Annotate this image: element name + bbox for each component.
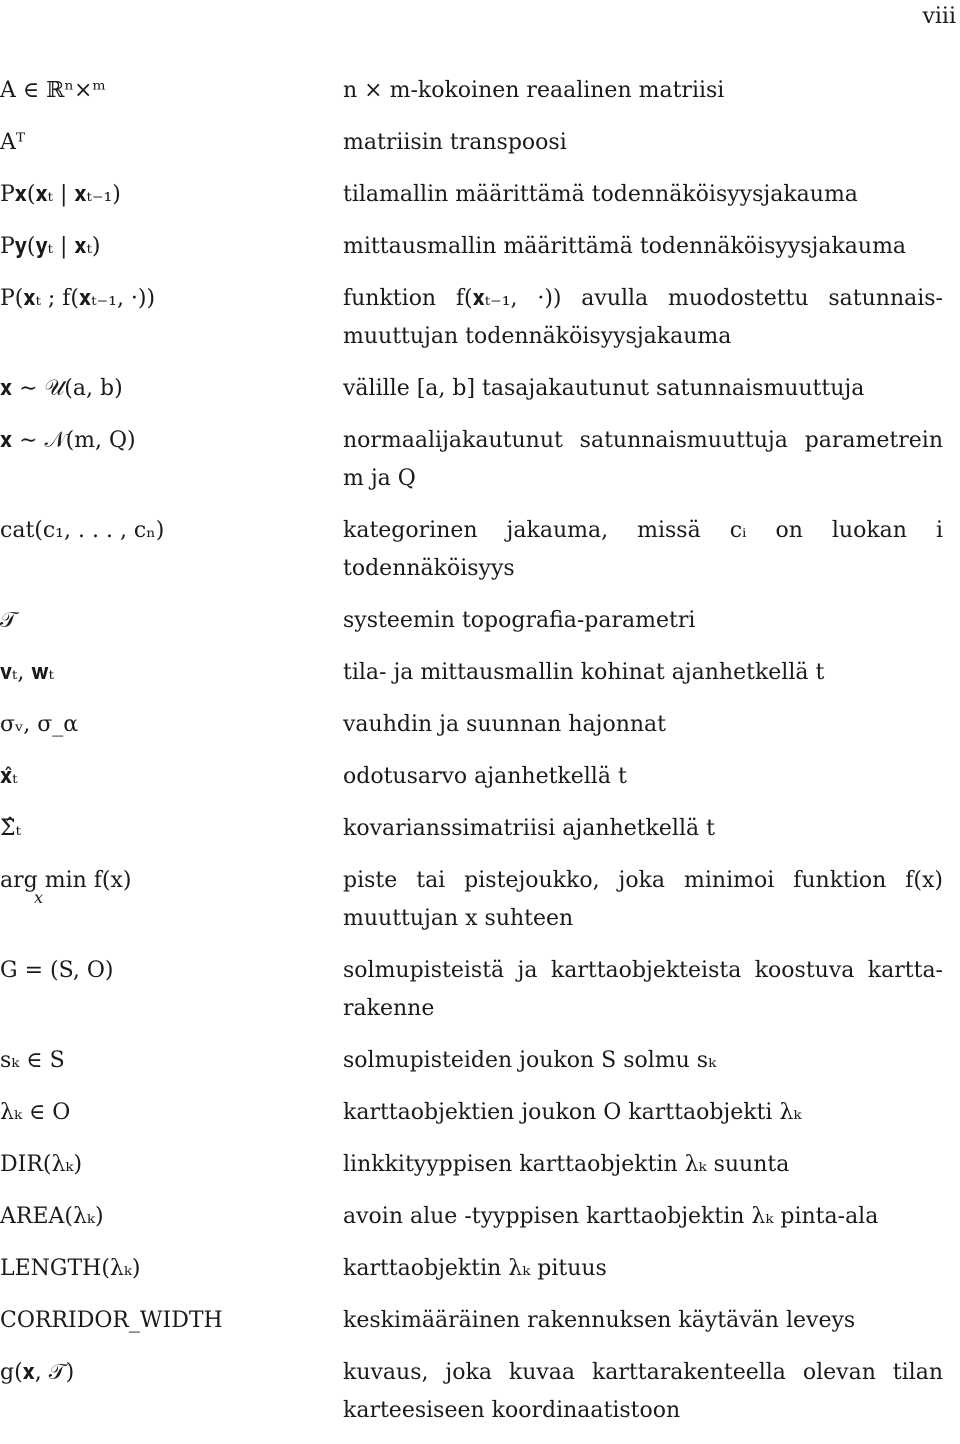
description-line: muuttujan todennäköisyysjakauma — [343, 324, 732, 349]
notation-symbol: A ∈ ℝⁿ×ᵐ — [0, 78, 106, 103]
notation-description — [343, 1042, 943, 1080]
description-line: muuttujan x suhteen — [343, 906, 574, 931]
notation-description — [343, 422, 943, 498]
notation-entry — [0, 602, 960, 640]
description-line: kovarianssimatriisi ajanhetkellä t — [343, 816, 715, 841]
notation-list — [0, 72, 960, 1444]
notation-description — [343, 72, 943, 110]
notation-entry — [0, 1250, 960, 1288]
notation-entry — [0, 124, 960, 162]
notation-description — [343, 512, 943, 588]
notation-entry — [0, 1042, 960, 1080]
description-line: vauhdin ja suunnan hajonnat — [343, 712, 666, 737]
notation-symbol: P𝐲(𝐲ₜ | 𝐱ₜ) — [0, 234, 101, 259]
notation-entry — [0, 1198, 960, 1236]
notation-description — [343, 862, 943, 938]
notation-symbol: 𝒯 — [0, 608, 17, 633]
notation-entry — [0, 810, 960, 848]
notation-description — [343, 1302, 943, 1340]
notation-entry — [0, 706, 960, 744]
notation-symbol: P(𝐱ₜ ; f(𝐱ₜ₋₁, ·)) — [0, 286, 156, 311]
notation-entry — [0, 1146, 960, 1184]
notation-description — [343, 758, 943, 796]
notation-entry — [0, 512, 960, 588]
description-line: rakenne — [343, 996, 435, 1021]
description-line: tila- ja mittausmallin kohinat ajanhetkellä t — [343, 660, 825, 685]
description-line: linkkityyppisen karttaobjektin λₖ suunta — [343, 1152, 790, 1177]
notation-description — [343, 1198, 943, 1236]
page-number: viii — [922, 4, 956, 29]
notation-symbol: CORRIDOR_WIDTH — [0, 1308, 223, 1333]
notation-entry — [0, 952, 960, 1028]
notation-entry — [0, 654, 960, 692]
description-line: keskimääräinen rakennuksen käytävän leveys — [343, 1308, 856, 1333]
notation-symbol: Σ̂ₜ — [0, 816, 21, 841]
description-line: m ja Q — [343, 466, 416, 491]
notation-symbol: 𝐱 ∼ 𝒩(m, Q) — [0, 428, 136, 453]
notation-description — [343, 654, 943, 692]
notation-symbol: 𝐱 ∼ 𝒰(a, b) — [0, 376, 123, 401]
argmin-subscript: x — [34, 888, 44, 907]
notation-symbol: G = (S, O) — [0, 958, 114, 983]
notation-description — [343, 1354, 943, 1430]
notation-entry — [0, 1354, 960, 1430]
notation-description — [343, 810, 943, 848]
notation-description — [343, 228, 943, 266]
description-line: mittausmallin määrittämä todennäköisyysjakauma — [343, 234, 907, 259]
notation-symbol — [0, 862, 343, 907]
description-line: funktion f(𝐱ₜ₋₁, ·)) avulla muodostettu satunnais- — [343, 286, 943, 311]
notation-symbol: AREA(λₖ) — [0, 1204, 104, 1229]
notation-description — [343, 1146, 943, 1184]
description-line: karteesiseen koordinaatistoon — [343, 1398, 681, 1423]
description-line: piste tai pistejoukko, joka minimoi funktion f(x) — [343, 868, 943, 893]
description-line: matriisin transpoosi — [343, 130, 567, 155]
notation-symbol: sₖ ∈ S — [0, 1048, 65, 1073]
notation-entry — [0, 280, 960, 356]
description-line: tilamallin määrittämä todennäköisyysjakauma — [343, 182, 858, 207]
notation-entry — [0, 1094, 960, 1132]
notation-description — [343, 1250, 943, 1288]
notation-entry — [0, 1302, 960, 1340]
notation-symbol: P𝐱(𝐱ₜ | 𝐱ₜ₋₁) — [0, 182, 121, 207]
description-line: odotusarvo ajanhetkellä t — [343, 764, 627, 789]
notation-entry — [0, 72, 960, 110]
notation-entry — [0, 228, 960, 266]
description-line: normaalijakautunut satunnaismuuttuja parametrein — [343, 428, 943, 453]
description-line: karttaobjektin λₖ pituus — [343, 1256, 607, 1281]
notation-description — [343, 370, 943, 408]
notation-entry — [0, 176, 960, 214]
notation-description — [343, 706, 943, 744]
notation-symbol: λₖ ∈ O — [0, 1100, 71, 1125]
notation-description — [343, 124, 943, 162]
notation-symbol: 𝐱̂ₜ — [0, 764, 18, 789]
notation-description — [343, 1094, 943, 1132]
notation-symbol: LENGTH(λₖ) — [0, 1256, 141, 1281]
description-line: avoin alue -tyyppisen karttaobjektin λₖ pinta-ala — [343, 1204, 879, 1229]
notation-symbol: g(𝐱, 𝒯) — [0, 1360, 75, 1385]
notation-description — [343, 952, 943, 1028]
description-line: karttaobjektien joukon O karttaobjekti λₖ — [343, 1100, 802, 1125]
notation-description — [343, 280, 943, 356]
notation-entry — [0, 422, 960, 498]
description-line: välille [a, b] tasajakautunut satunnaismuuttuja — [343, 376, 865, 401]
description-line: systeemin topografia-parametri — [343, 608, 696, 633]
description-line: solmupisteiden joukon S solmu sₖ — [343, 1048, 717, 1073]
notation-description — [343, 176, 943, 214]
notation-entry — [0, 370, 960, 408]
description-line: kategorinen jakauma, missä cᵢ on luokan i — [343, 518, 943, 543]
notation-description — [343, 602, 943, 640]
notation-symbol: DIR(λₖ) — [0, 1152, 83, 1177]
notation-entry — [0, 758, 960, 796]
notation-symbol: cat(c₁, . . . , cₙ) — [0, 518, 165, 543]
notation-symbol: Aᵀ — [0, 130, 26, 155]
description-line: n × m-kokoinen reaalinen matriisi — [343, 78, 725, 103]
notation-entry — [0, 862, 960, 938]
description-line: kuvaus, joka kuvaa karttarakenteella olevan tilan — [343, 1360, 943, 1385]
description-line: todennäköisyys — [343, 556, 515, 581]
description-line: solmupisteistä ja karttaobjekteista koostuva kartta- — [343, 958, 943, 983]
notation-symbol: 𝐯ₜ, 𝐰ₜ — [0, 660, 54, 685]
argmin-expression: arg min f(x) — [0, 868, 132, 893]
notation-symbol: σᵥ, σ_α — [0, 712, 79, 737]
